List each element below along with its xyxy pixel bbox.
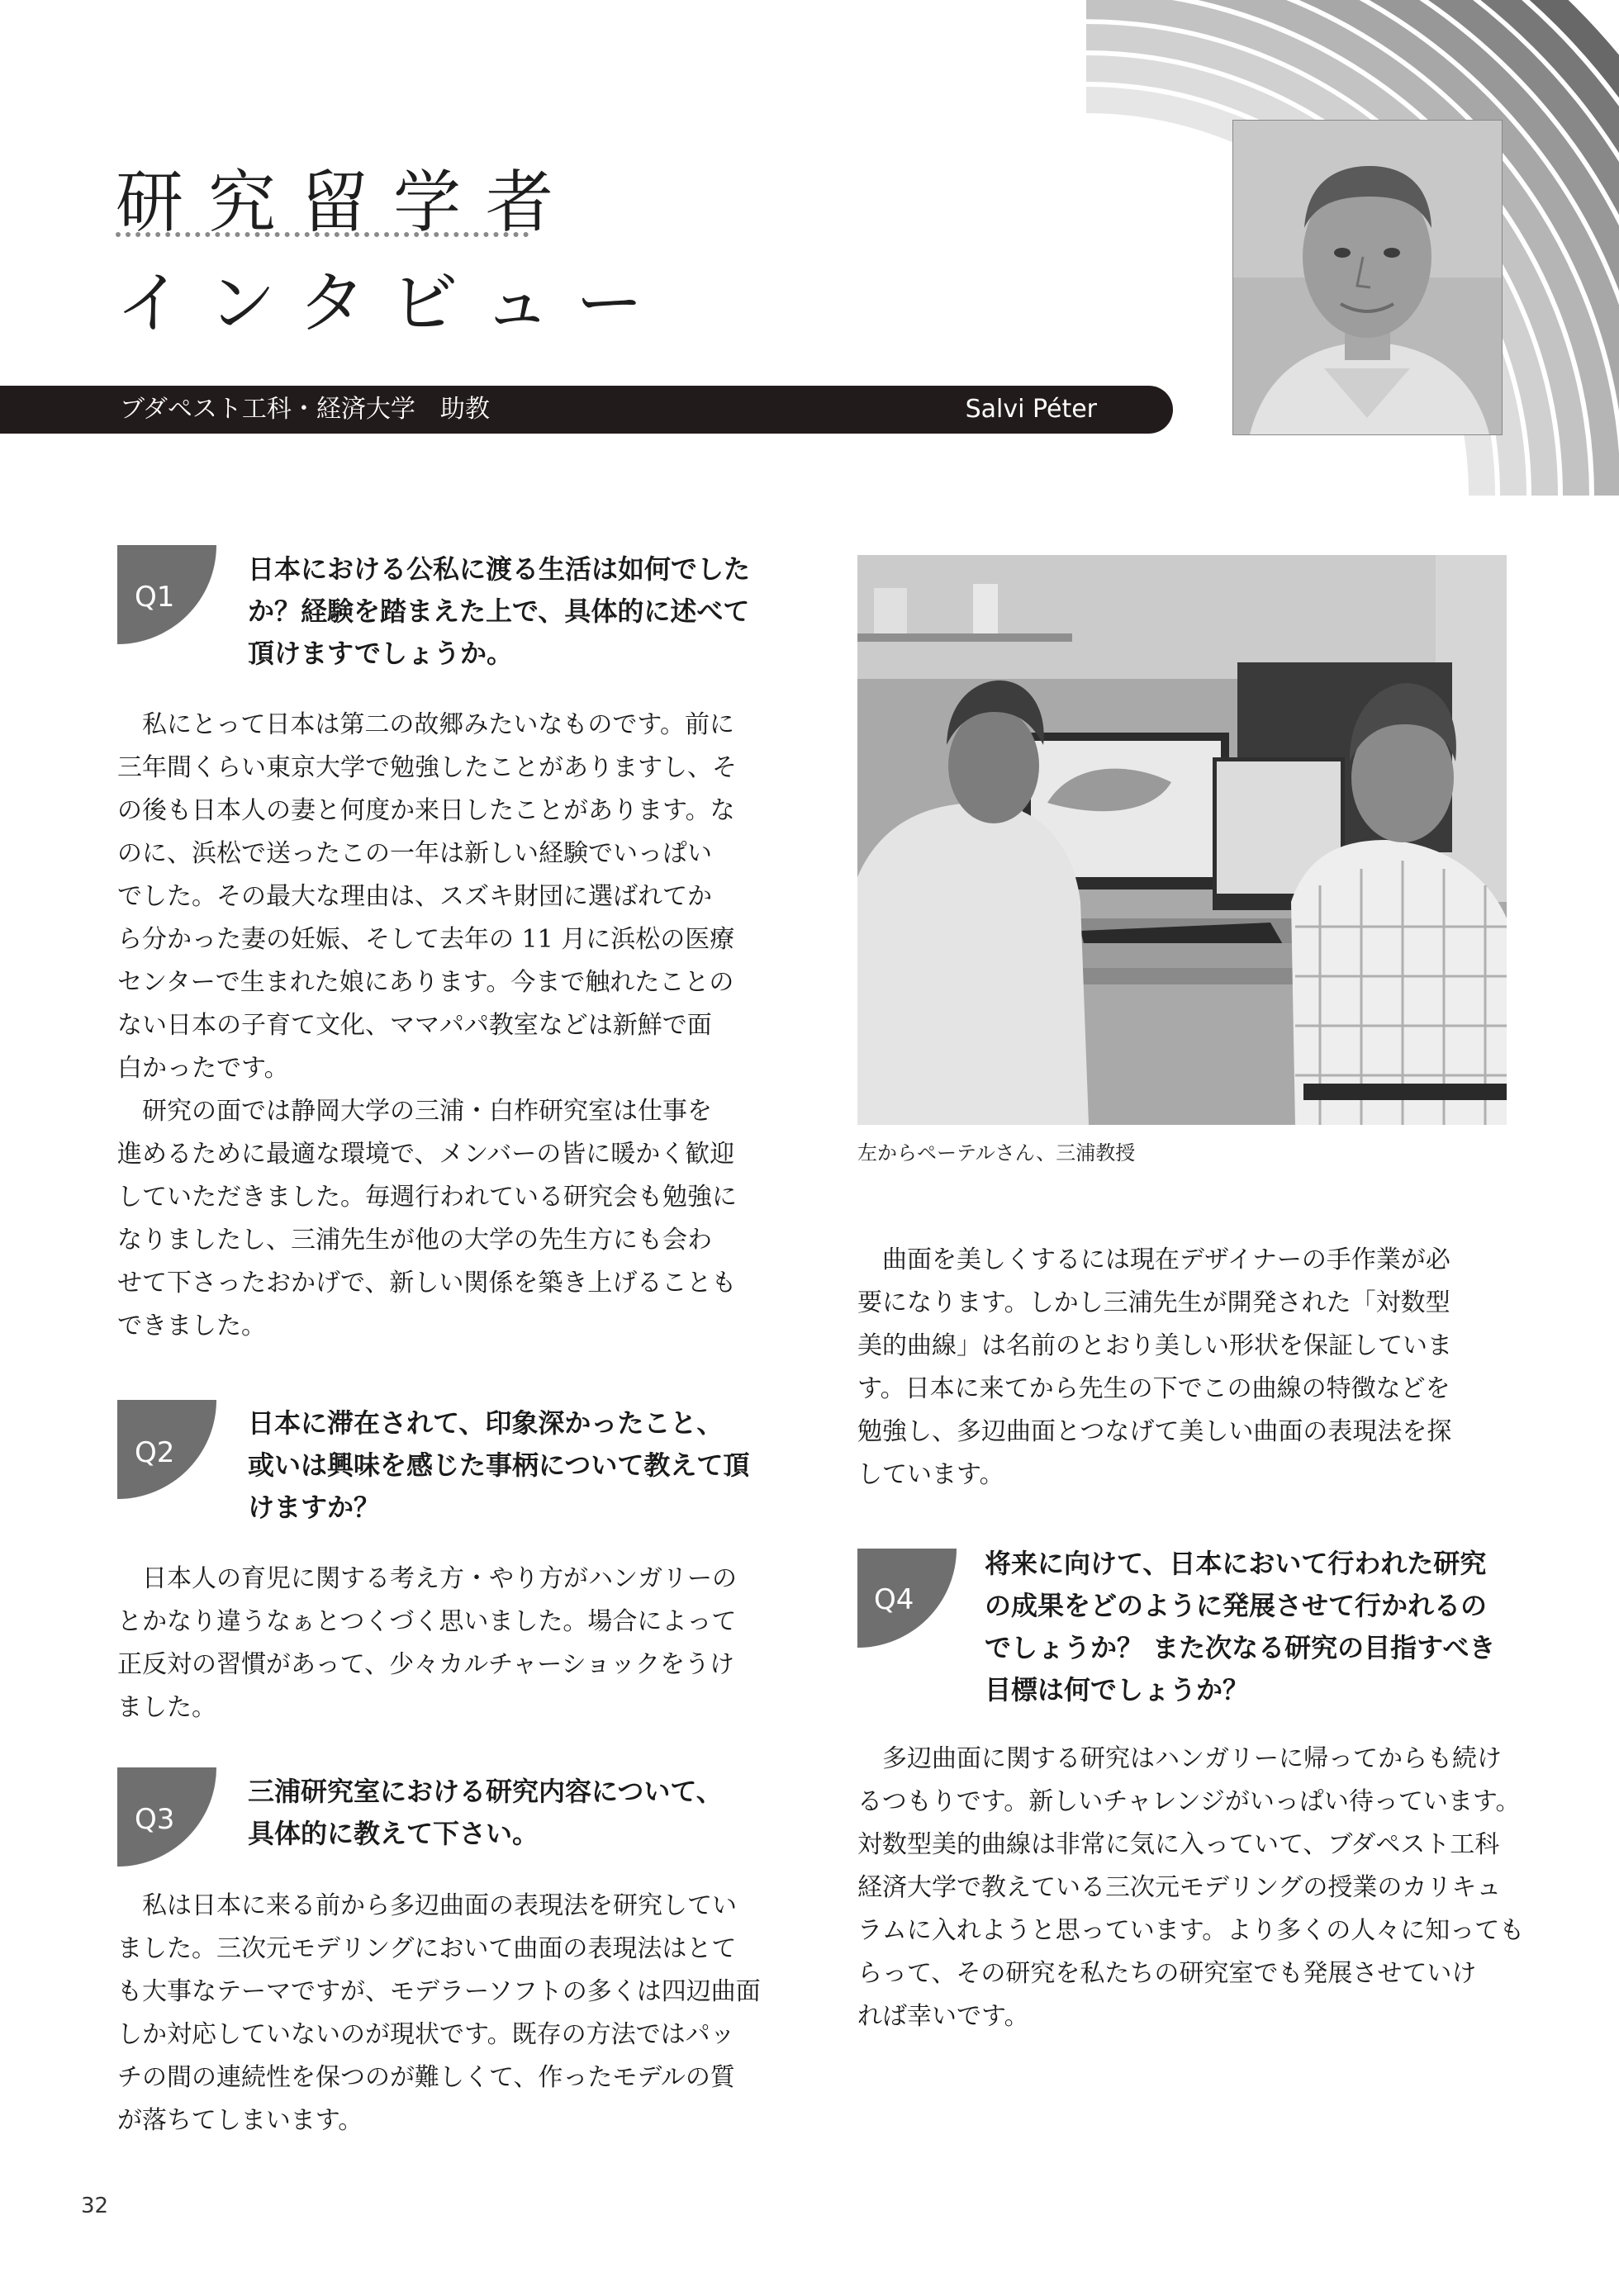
page-number: 32: [81, 2194, 109, 2218]
q3-question: [248, 1771, 723, 1855]
q4-label: Q4: [874, 1583, 914, 1616]
text-line: も大事なテーマですが、モデラーソフトの多くは四辺曲面: [117, 1977, 761, 2006]
text-line: 私にとって日本は第二の故郷みたいなものです。前に: [142, 710, 734, 739]
q2-answer: [117, 1558, 737, 1729]
text-line: 勉強し、多辺曲面とつなげて美しい曲面の表現法を探: [857, 1417, 1452, 1446]
text-line: るつもりです。新しいチャレンジがいっぱい待っています。: [857, 1787, 1521, 1816]
q4-question: [985, 1543, 1496, 1711]
text-line: けますか？: [248, 1492, 381, 1523]
text-line: 目標は何でしょうか？: [985, 1674, 1250, 1705]
page-title-line1: 研究留学者: [116, 164, 579, 242]
text-line: 私は日本に来る前から多辺曲面の表現法を研究してい: [142, 1891, 737, 1920]
text-line: 進めるために最適な環境で、メンバーの皆に暖かく歓迎: [117, 1140, 735, 1169]
text-line: 正反対の習慣があって、少々カルチャーショックをうけ: [117, 1650, 734, 1679]
text-line: チの間の連続性を保つのが難しくて、作ったモデルの質: [117, 2063, 735, 2092]
text-line: ら分かった妻の妊娠、そして去年の 11 月に浜松の医療: [117, 925, 735, 954]
text-line: 日本に滞在されて、印象深かったこと、: [248, 1407, 724, 1439]
text-line: 美的曲線」は名前のとおり美しい形状を保証していま: [857, 1331, 1452, 1360]
text-line: 経済大学で教えている三次元モデリングの授業のカリキュ: [857, 1873, 1502, 1902]
person-name: Salvi Péter: [965, 395, 1097, 424]
text-line: す。日本に来てから先生の下でこの曲線の特徴などを: [857, 1374, 1450, 1403]
text-line: でしょうか？ また次なる研究の目指すべき: [985, 1632, 1496, 1663]
portrait-illustration: [1233, 121, 1502, 434]
text-line: センターで生まれた娘にあります。今まで触れたことの: [117, 968, 734, 997]
text-line: れば幸いです。: [857, 2002, 1029, 2031]
text-line: か？経験を踏まえた上で、具体的に述べて: [248, 595, 750, 627]
text-line: 日本人の育児に関する考え方・やり方がハンガリーの: [142, 1564, 737, 1593]
page-title-line2: インタビュー: [116, 264, 668, 343]
text-line: ました。: [117, 1693, 216, 1722]
title-divider: [116, 232, 529, 237]
text-line: 具体的に教えて下さい。: [248, 1818, 539, 1849]
text-line: 将来に向けて、日本において行われた研究: [985, 1548, 1487, 1579]
portrait-photo: [1232, 120, 1503, 435]
text-line: とかなり違うなぁとつくづく思いました。場合によって: [117, 1607, 737, 1636]
text-line: でした。その最大な理由は、スズキ財団に選ばれてか: [117, 882, 712, 911]
text-line: しか対応していないのが現状です。既存の方法ではパッ: [117, 2020, 735, 2049]
q1-answer-part1: [117, 704, 737, 1090]
q1-question: [248, 548, 750, 675]
text-line: 或いは興味を感じた事柄について教えて頂: [248, 1449, 750, 1481]
q3-answer-continued: [857, 1239, 1452, 1497]
text-line: 日本における公私に渡る生活は如何でした: [248, 553, 751, 585]
text-line: らって、その研究を私たちの研究室でも発展させていけ: [857, 1959, 1477, 1988]
text-line: の成果をどのように発展させて行かれるの: [985, 1590, 1488, 1621]
text-line: 三浦研究室における研究内容について、: [248, 1776, 723, 1807]
text-line: ました。三次元モデリングにおいて曲面の表現法はとて: [117, 1934, 737, 1963]
text-line: 頂けますでしょうか。: [248, 638, 513, 669]
q1-answer-part2: [117, 1090, 737, 1348]
text-line: の後も日本人の妻と何度か来日したことがあります。な: [117, 796, 735, 825]
q3-answer: [117, 1885, 761, 2142]
text-line: ラムに入れようと思っています。より多くの人々に知っても: [857, 1916, 1525, 1945]
text-line: が落ちてしまいます。: [117, 2106, 363, 2135]
text-line: 白かったです。: [117, 1054, 289, 1083]
q2-label: Q2: [135, 1436, 175, 1469]
affiliation-label: ブダペスト工科・経済大学 助教: [120, 395, 490, 424]
text-line: していただきました。毎週行われている研究会も勉強に: [117, 1183, 737, 1212]
text-line: せて下さったおかげで、新しい関係を築き上げることも: [117, 1269, 737, 1297]
text-line: ない日本の子育て文化、ママパパ教室などは新鮮で面: [117, 1011, 712, 1040]
text-line: なりましたし、三浦先生が他の大学の先生方にも会わ: [117, 1226, 712, 1255]
lab-photo-illustration: [857, 555, 1507, 1125]
text-line: 要になります。しかし三浦先生が開発された「対数型: [857, 1288, 1450, 1317]
text-line: のに、浜松で送ったこの一年は新しい経験でいっぱい: [117, 839, 712, 868]
text-line: 曲面を美しくするには現在デザイナーの手作業が必: [882, 1245, 1450, 1274]
text-line: 対数型美的曲線は非常に気に入っていて、ブダペスト工科: [857, 1830, 1500, 1859]
name-bar: [0, 386, 1173, 434]
q4-answer: [857, 1738, 1524, 2038]
text-line: 多辺曲面に関する研究はハンガリーに帰ってからも続け: [882, 1744, 1502, 1773]
text-line: 三年間くらい東京大学で勉強したことがありますし、そ: [117, 753, 737, 782]
lab-photo-caption: 左からペーテルさん、三浦教授: [857, 1141, 1136, 1165]
text-line: 研究の面では静岡大学の三浦・白柞研究室は仕事を: [142, 1097, 712, 1126]
lab-photo: [857, 555, 1507, 1125]
q1-label: Q1: [135, 581, 175, 614]
text-line: できました。: [117, 1312, 266, 1340]
q2-question: [248, 1402, 749, 1529]
text-line: しています。: [857, 1460, 1004, 1489]
q3-label: Q3: [135, 1803, 175, 1836]
